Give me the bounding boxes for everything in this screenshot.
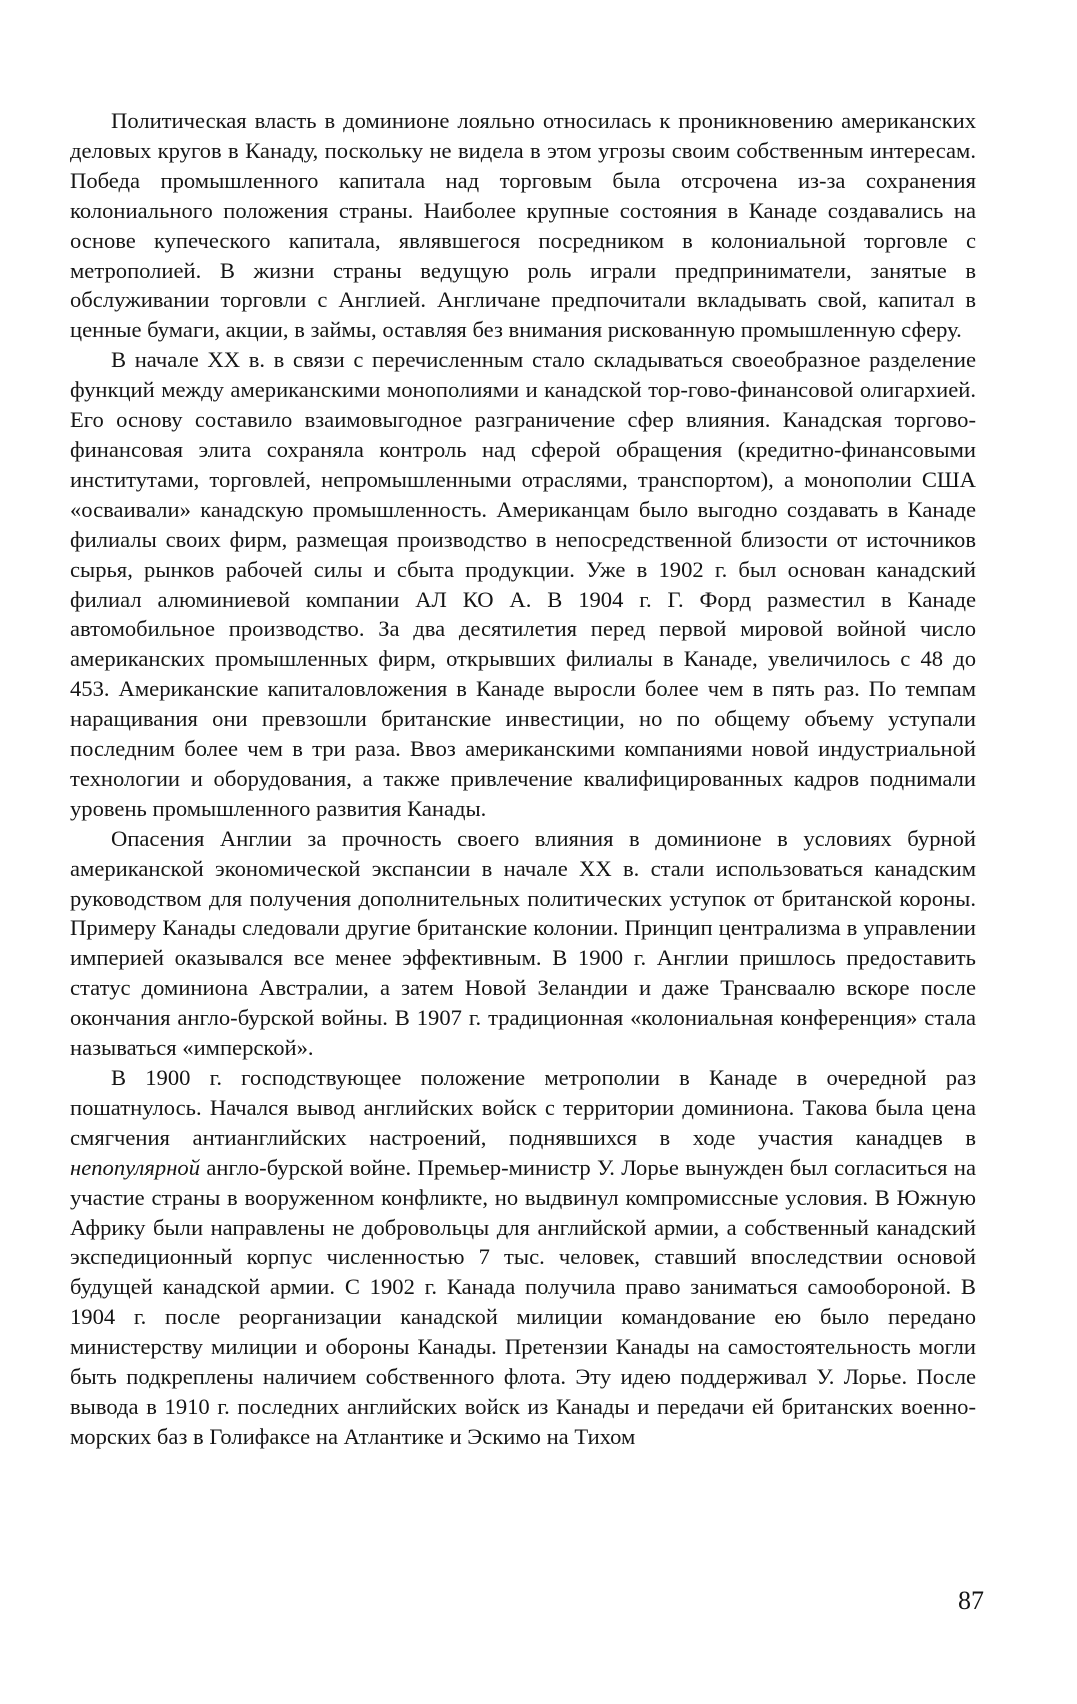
text-column (70, 106, 976, 1452)
paragraph-3: Опасения Англии за прочность своего влияния в доминионе в условиях бурной американской экономической экспансии в начале XX в. стали использоваться канадским руководством для получения дополнительных политических уступок от британской короны. Примеру Канады следовали другие британские колонии. Принцип централизма в управлении империей оказывался все менее эффективным. В 1900 г. Англии пришлось предоставить статус доминиона Австралии, а затем Новой Зеландии и даже Трансваалю вскоре после окончания англо-бурской войны. В 1907 г. традиционная «колониальная конференция» стала называться «имперской». (70, 825, 976, 1061)
paragraph-1: Политическая власть в доминионе лояльно относилась к проникновению американских деловых кругов в Канаду, поскольку не видела в этом угрозы своим собственным интересам. Победа промышленного капитала над торговым была отсрочена из-за сохранения колониального положения страны. Наиболее крупные состояния в Канаде создавались на основе купеческого капитала, являвшегося посредником в колониальной торговле с метрополией. В жизни страны ведущую роль играли предприниматели, занятые в обслуживании торговли с Англией. Англичане предпочитали вкладывать свой, капитал в ценные бумаги, акции, в займы, оставляя без внимания рискованную промышленную сферу. (70, 108, 976, 343)
paragraph-4-start: В 1900 г. господствующее положение метрополии в Канаде в очередной раз пошатнулось. Начался вывод английских войск с территории доминиона. Такова была цена смягчения антианглийских настроений, поднявшихся в ходе участия канадцев в (70, 1065, 976, 1150)
paragraph-2: В начале XX в. в связи с перечисленным стало складываться своеобразное разделение функций между американскими монополиями и канадской тор-гово-финансовой олигархией. Его основу составило взаимовыгодное разграничение сфер влияния. Канадская торгово-финансовая элита сохраняла контроль над сферой обращения (кредитно-финансовыми институтами, торговлей, непромышленными отраслями, транспортом), а монополии США «осваивали» канадскую промышленность. Американцам было выгодно создавать в Канаде филиалы своих фирм, размещая производство в непосредственной близости от источников сырья, рынков рабочей силы и сбыта продукции. Уже в 1902 г. был основан канадский филиал алюминиевой компании АЛ КО А. В 1904 г. Г. Форд разместил в Канаде автомобильное производство. За два десятилетия перед первой мировой войной число американских промышленных фирм, открывших филиалы в Канаде, увеличилось с 48 до 453. Американские капиталовложения в Канаде выросли более чем в пять раз. По темпам наращивания они превзошли британские инвестиции, но по общему объему уступали последним более чем в три раза. Ввоз американскими компаниями новой индустриальной технологии и оборудования, а также привлечение квалифицированных кадров поднимали уровень промышленного развития Канады. (70, 347, 976, 821)
paragraph-4-end: англо-бурской войне. Премьер-министр У. Лорье вынужден был согласиться на участие страны в вооруженном конфликте, но выдвинул компромиссные условия. В Южную Африку были направлены не добровольцы для английской армии, а собственный канадский экспедиционный корпус численностью 7 тыс. человек, ставший впоследствии основой будущей канадской армии. С 1902 г. Канада получила право заниматься самообороной. В 1904 г. после реорганизации канадской милиции командование ею было передано министерству милиции и обороны Канады. Претензии Канады на самостоятельность могли быть подкреплены наличием собственного флота. Эту идею поддерживал У. Лорье. После вывода в 1910 г. последних английских войск из Канады и передачи ей британских военно-морских баз в Голифаксе на Атлантике и Эскимо на Тихом (70, 1154, 976, 1449)
paragraph-4 (70, 1063, 976, 1452)
page-number: 87 (958, 1586, 984, 1615)
paragraph-4-italic-word: непопулярной (70, 1154, 201, 1180)
